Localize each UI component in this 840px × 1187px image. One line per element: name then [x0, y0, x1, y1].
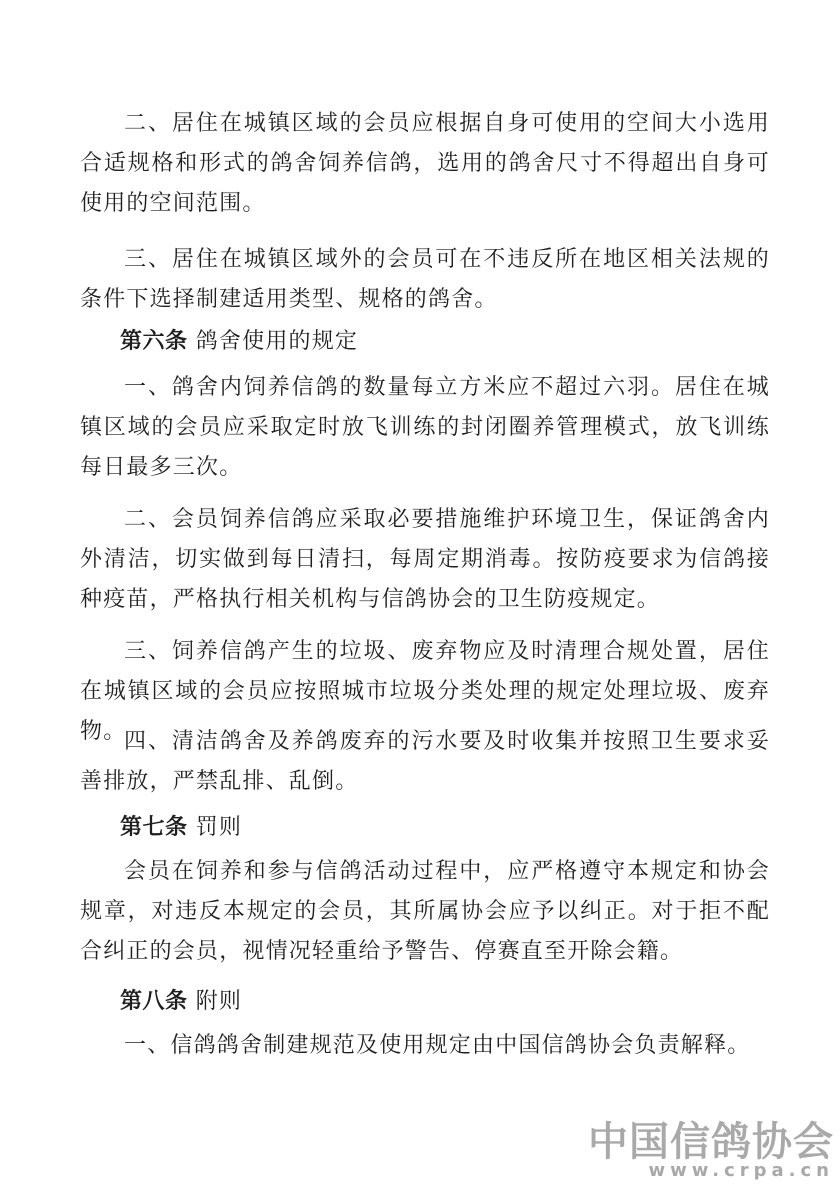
- paragraph-waste: 三、饲养信鸽产生的垃圾、废弃物应及时清理合规处置，居住在城镇区域的会员应按照城市垃圾分类处理的规定处理垃圾、废弃物。: [80, 639, 770, 744]
- article-number: 第七条: [120, 815, 188, 840]
- paragraph-interpretation: 一、信鸽鸽舍制建规范及使用规定由中国信鸽协会负责解释。: [124, 1033, 751, 1058]
- paragraph-wastewater: 四、清洁鸽舍及养鸽废弃的污水要及时收集并按照卫生要求妥善排放，严禁乱排、乱倒。: [80, 729, 770, 794]
- watermark-url: www.crpa.cn: [648, 1160, 834, 1181]
- paragraph-penalties: 会员在饲养和参与信鸽活动过程中，应严格遵守本规定和协会规章，对违反本规定的会员，其所属协会应予以纠正。对于拒不配合纠正的会员，视情况轻重给予警告、停赛直至开除会籍。: [80, 859, 770, 964]
- paragraph-hygiene: 二、会员饲养信鸽应采取必要措施维护环境卫生，保证鸽舍内外清洁，切实做到每日清扫，每周定期消毒。按防疫要求为信鸽接种疫苗，严格执行相关机构与信鸽协会的卫生防疫规定。: [80, 507, 770, 612]
- article-title: 鸽舍使用的规定: [195, 329, 359, 354]
- paragraph-non-urban-coop: 三、居住在城镇区域外的会员可在不违反所在地区相关法规的条件下选择制建适用类型、规格的鸽舍。: [80, 247, 770, 312]
- article-number: 第六条: [120, 329, 188, 354]
- article-6-heading: [120, 322, 358, 362]
- article-7-heading: [120, 808, 242, 848]
- article-title: 罚则: [195, 815, 243, 840]
- article-title: 附则: [195, 989, 243, 1014]
- article-8-heading: [120, 982, 242, 1022]
- article-number: 第八条: [120, 989, 188, 1014]
- paragraph-pigeon-count: 一、鸽舍内饲养信鸽的数量每立方米应不超过六羽。居住在城镇区域的会员应采取定时放飞训练的封闭圈养管理模式，放飞训练每日最多三次。: [80, 375, 770, 480]
- watermark-title: 中国信鸽协会: [588, 1119, 834, 1165]
- paragraph-urban-coop-size: 二、居住在城镇区域的会员应根据自身可使用的空间大小选用合适规格和形式的鸽舍饲养信鸽，选用的鸽舍尺寸不得超出自身可使用的空间范围。: [80, 111, 770, 216]
